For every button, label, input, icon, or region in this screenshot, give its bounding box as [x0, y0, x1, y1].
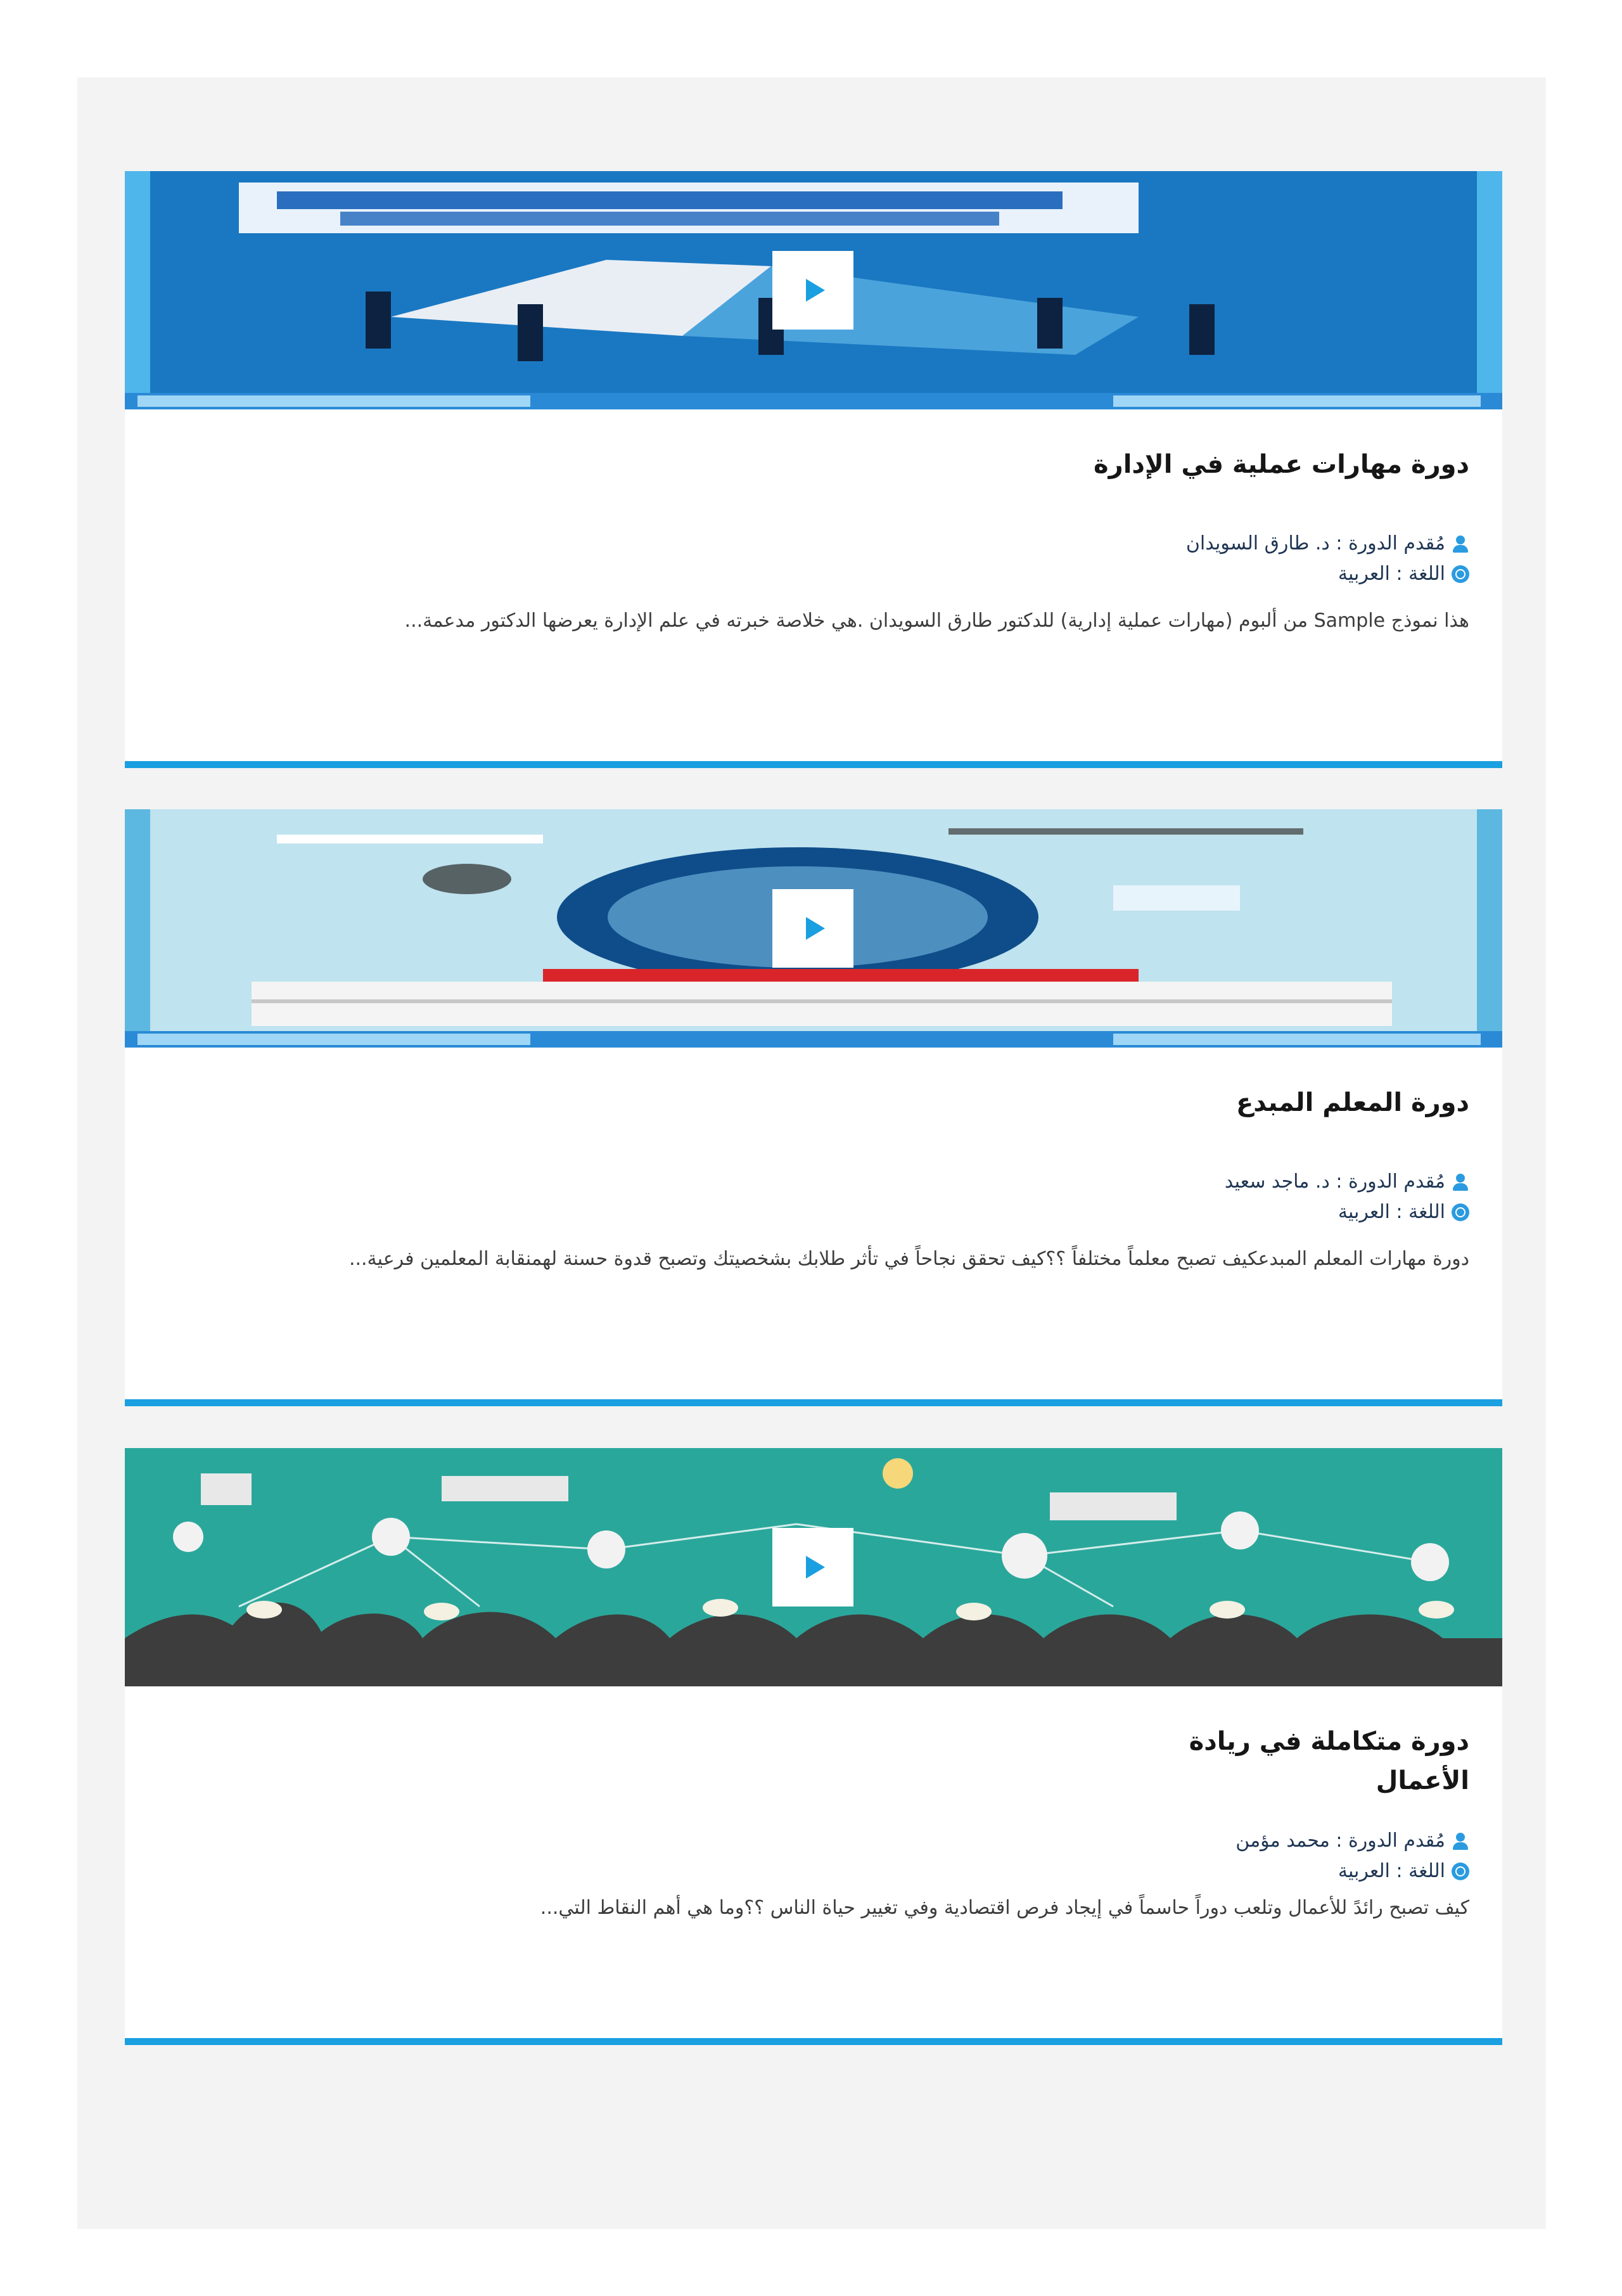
course-description: هذا نموذج Sample من ألبوم (مهارات عملية إدارية) للدكتور طارق السويدان .هي خلاصة خبرته في علم الإدارة يعرضها الدكتور مدعمة... — [404, 610, 1469, 632]
user-icon — [1452, 535, 1469, 553]
presenter-row — [1186, 532, 1469, 555]
language-text: اللغة : العربية — [1338, 1201, 1445, 1223]
course-thumbnail[interactable] — [125, 809, 1502, 1048]
language-row — [1338, 563, 1469, 585]
language-text: اللغة : العربية — [1338, 563, 1445, 585]
course-description: كيف تصبح رائدً للأعمال وتلعب دوراً حاسماً في إيجاد فرص اقتصادية وفي تغيير حياة الناس ؟؟وما هي أهم النقاط التي... — [540, 1897, 1469, 1919]
course-card[interactable] — [125, 809, 1502, 1406]
language-text: اللغة : العربية — [1338, 1860, 1445, 1882]
course-thumbnail[interactable] — [125, 1448, 1502, 1686]
course-card[interactable] — [125, 171, 1502, 768]
course-thumbnail[interactable] — [125, 171, 1502, 409]
play-button[interactable] — [772, 251, 853, 330]
presenter-text: مُقدم الدورة : محمد مؤمن — [1236, 1830, 1445, 1852]
globe-icon — [1452, 1203, 1469, 1221]
course-title[interactable]: دورة متكاملة في ريادة الأعمال — [1189, 1727, 1469, 1795]
play-icon — [806, 1556, 825, 1579]
globe-icon — [1452, 1863, 1469, 1880]
globe-icon — [1452, 565, 1469, 583]
course-title[interactable]: دورة مهارات عملية في الإدارة — [1094, 450, 1469, 479]
play-button[interactable] — [772, 889, 853, 968]
presenter-text: مُقدم الدورة : د. طارق السويدان — [1185, 532, 1445, 555]
course-description: دورة مهارات المعلم المبدعكيف تصبح معلماً مختلفاً ؟؟كيف تحقق نجاحاً في تأثر طلابك بشخصيتك وتصبح قدوة حسنة لهمنقابة المعلمين فرعية... — [348, 1248, 1469, 1270]
language-row — [1338, 1860, 1469, 1882]
play-icon — [806, 279, 825, 302]
course-card[interactable] — [125, 1448, 1502, 2045]
language-row — [1338, 1201, 1469, 1223]
user-icon — [1452, 1173, 1469, 1191]
user-icon — [1452, 1832, 1469, 1850]
play-button[interactable] — [772, 1528, 853, 1607]
presenter-row — [1236, 1830, 1469, 1852]
presenter-text: مُقدم الدورة : د. ماجد سعيد — [1224, 1170, 1445, 1193]
play-icon — [806, 917, 825, 940]
presenter-row — [1225, 1170, 1469, 1193]
course-title[interactable]: دورة المعلم المبدع — [1236, 1088, 1469, 1117]
